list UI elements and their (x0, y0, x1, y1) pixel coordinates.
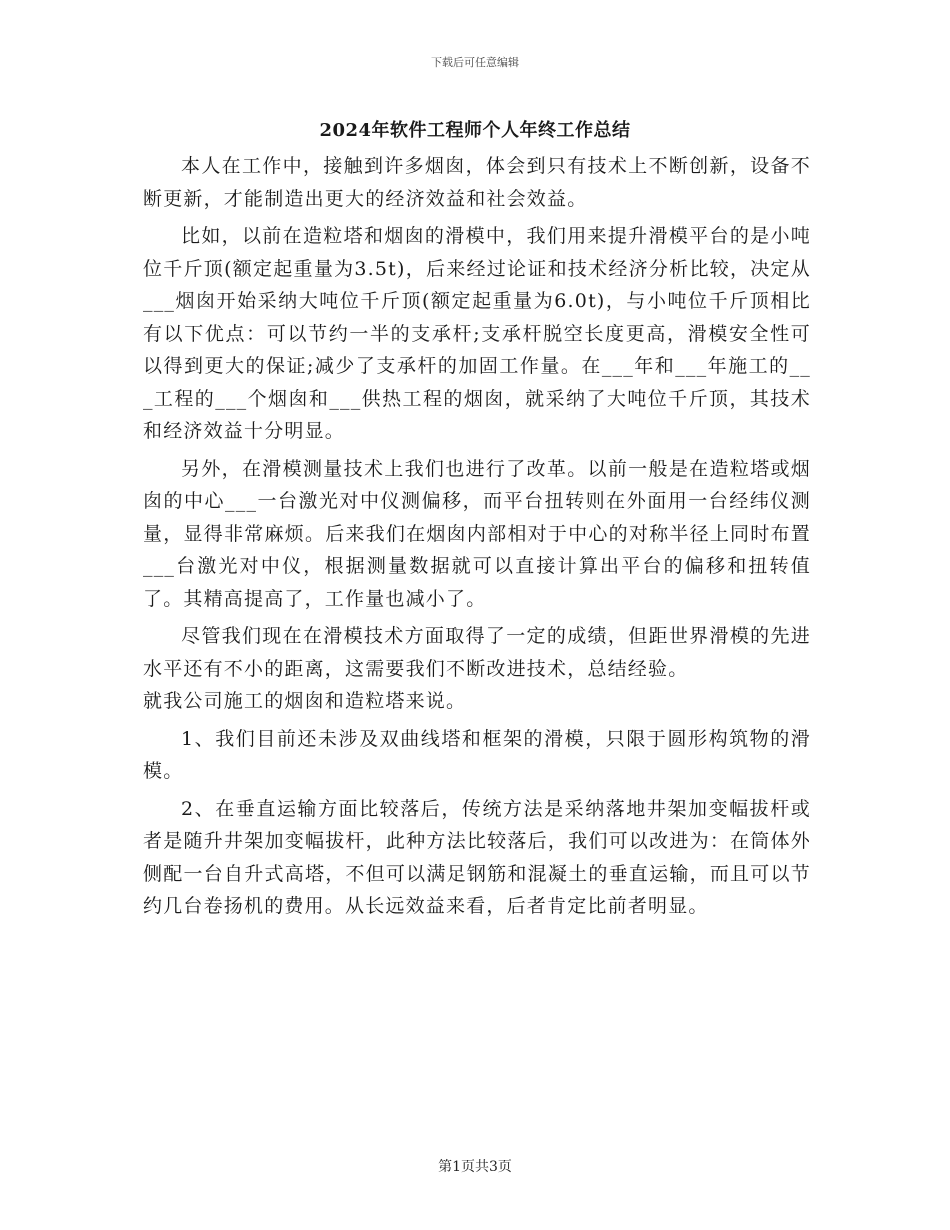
paragraph: 本人在工作中，接触到许多烟囱，体会到只有技术上不断创新，设备不断更新，才能制造出更大的经济效益和社会效益。 (143, 155, 811, 210)
list-item: 1、我们目前还未涉及双曲线塔和框架的滑模，只限于圆形构筑物的滑模。 (143, 727, 811, 782)
paragraph: 另外，在滑模测量技术上我们也进行了改革。以前一般是在造粒塔或烟囱的中心___一台激光对中仪测偏移，而平台扭转则在外面用一台经纬仪测量，显得非常麻烦。后来我们在烟囱内部相对于中心的对称半径上同时布置___台激光对中仪，根据测量数据就可以直接计算出平台的偏移和扭转值了。其精高提高了，工作量也减小了。 (143, 457, 811, 610)
paragraph: 比如，以前在造粒塔和烟囱的滑模中，我们用来提升滑模平台的是小吨位千斤顶(额定起重量为3.5t)，后来经过论证和技术经济分析比较，决定从___烟囱开始采纳大吨位千斤顶(额定起重量为6.0t)，与小吨位千斤顶相比有以下优点：可以节约一半的支承杆;支承杆脱空长度更高，滑模安全性可以得到更大的保证;减少了支承杆的加固工作量。在___年和___年施工的___工程的___个烟囱和___供热工程的烟囱，就采纳了大吨位千斤顶，其技术和经济效益十分明显。 (143, 225, 811, 442)
page-number: 第1页共3页 (438, 1159, 512, 1175)
paragraph: 尽管我们现在在滑模技术方面取得了一定的成绩，但距世界滑模的先进水平还有不小的距离，这需要我们不断改进技术，总结经验。 (143, 625, 811, 680)
header-note: 下载后可任意编辑 (431, 56, 519, 69)
document-body (143, 150, 811, 928)
paragraph: 就我公司施工的烟囱和造粒塔来说。 (143, 690, 467, 712)
document-title: 2024年软件工程师个人年终工作总结 (319, 120, 631, 141)
list-item: 2、在垂直运输方面比较落后，传统方法是采纳落地井架加变幅拔杆或者是随升井架加变幅拔杆，此种方法比较落后，我们可以改进为：在筒体外侧配一台自升式高塔，不但可以满足钢筋和混凝土的垂直运输，而且可以节约几台卷扬机的费用。从长远效益来看，后者肯定比前者明显。 (143, 797, 811, 917)
